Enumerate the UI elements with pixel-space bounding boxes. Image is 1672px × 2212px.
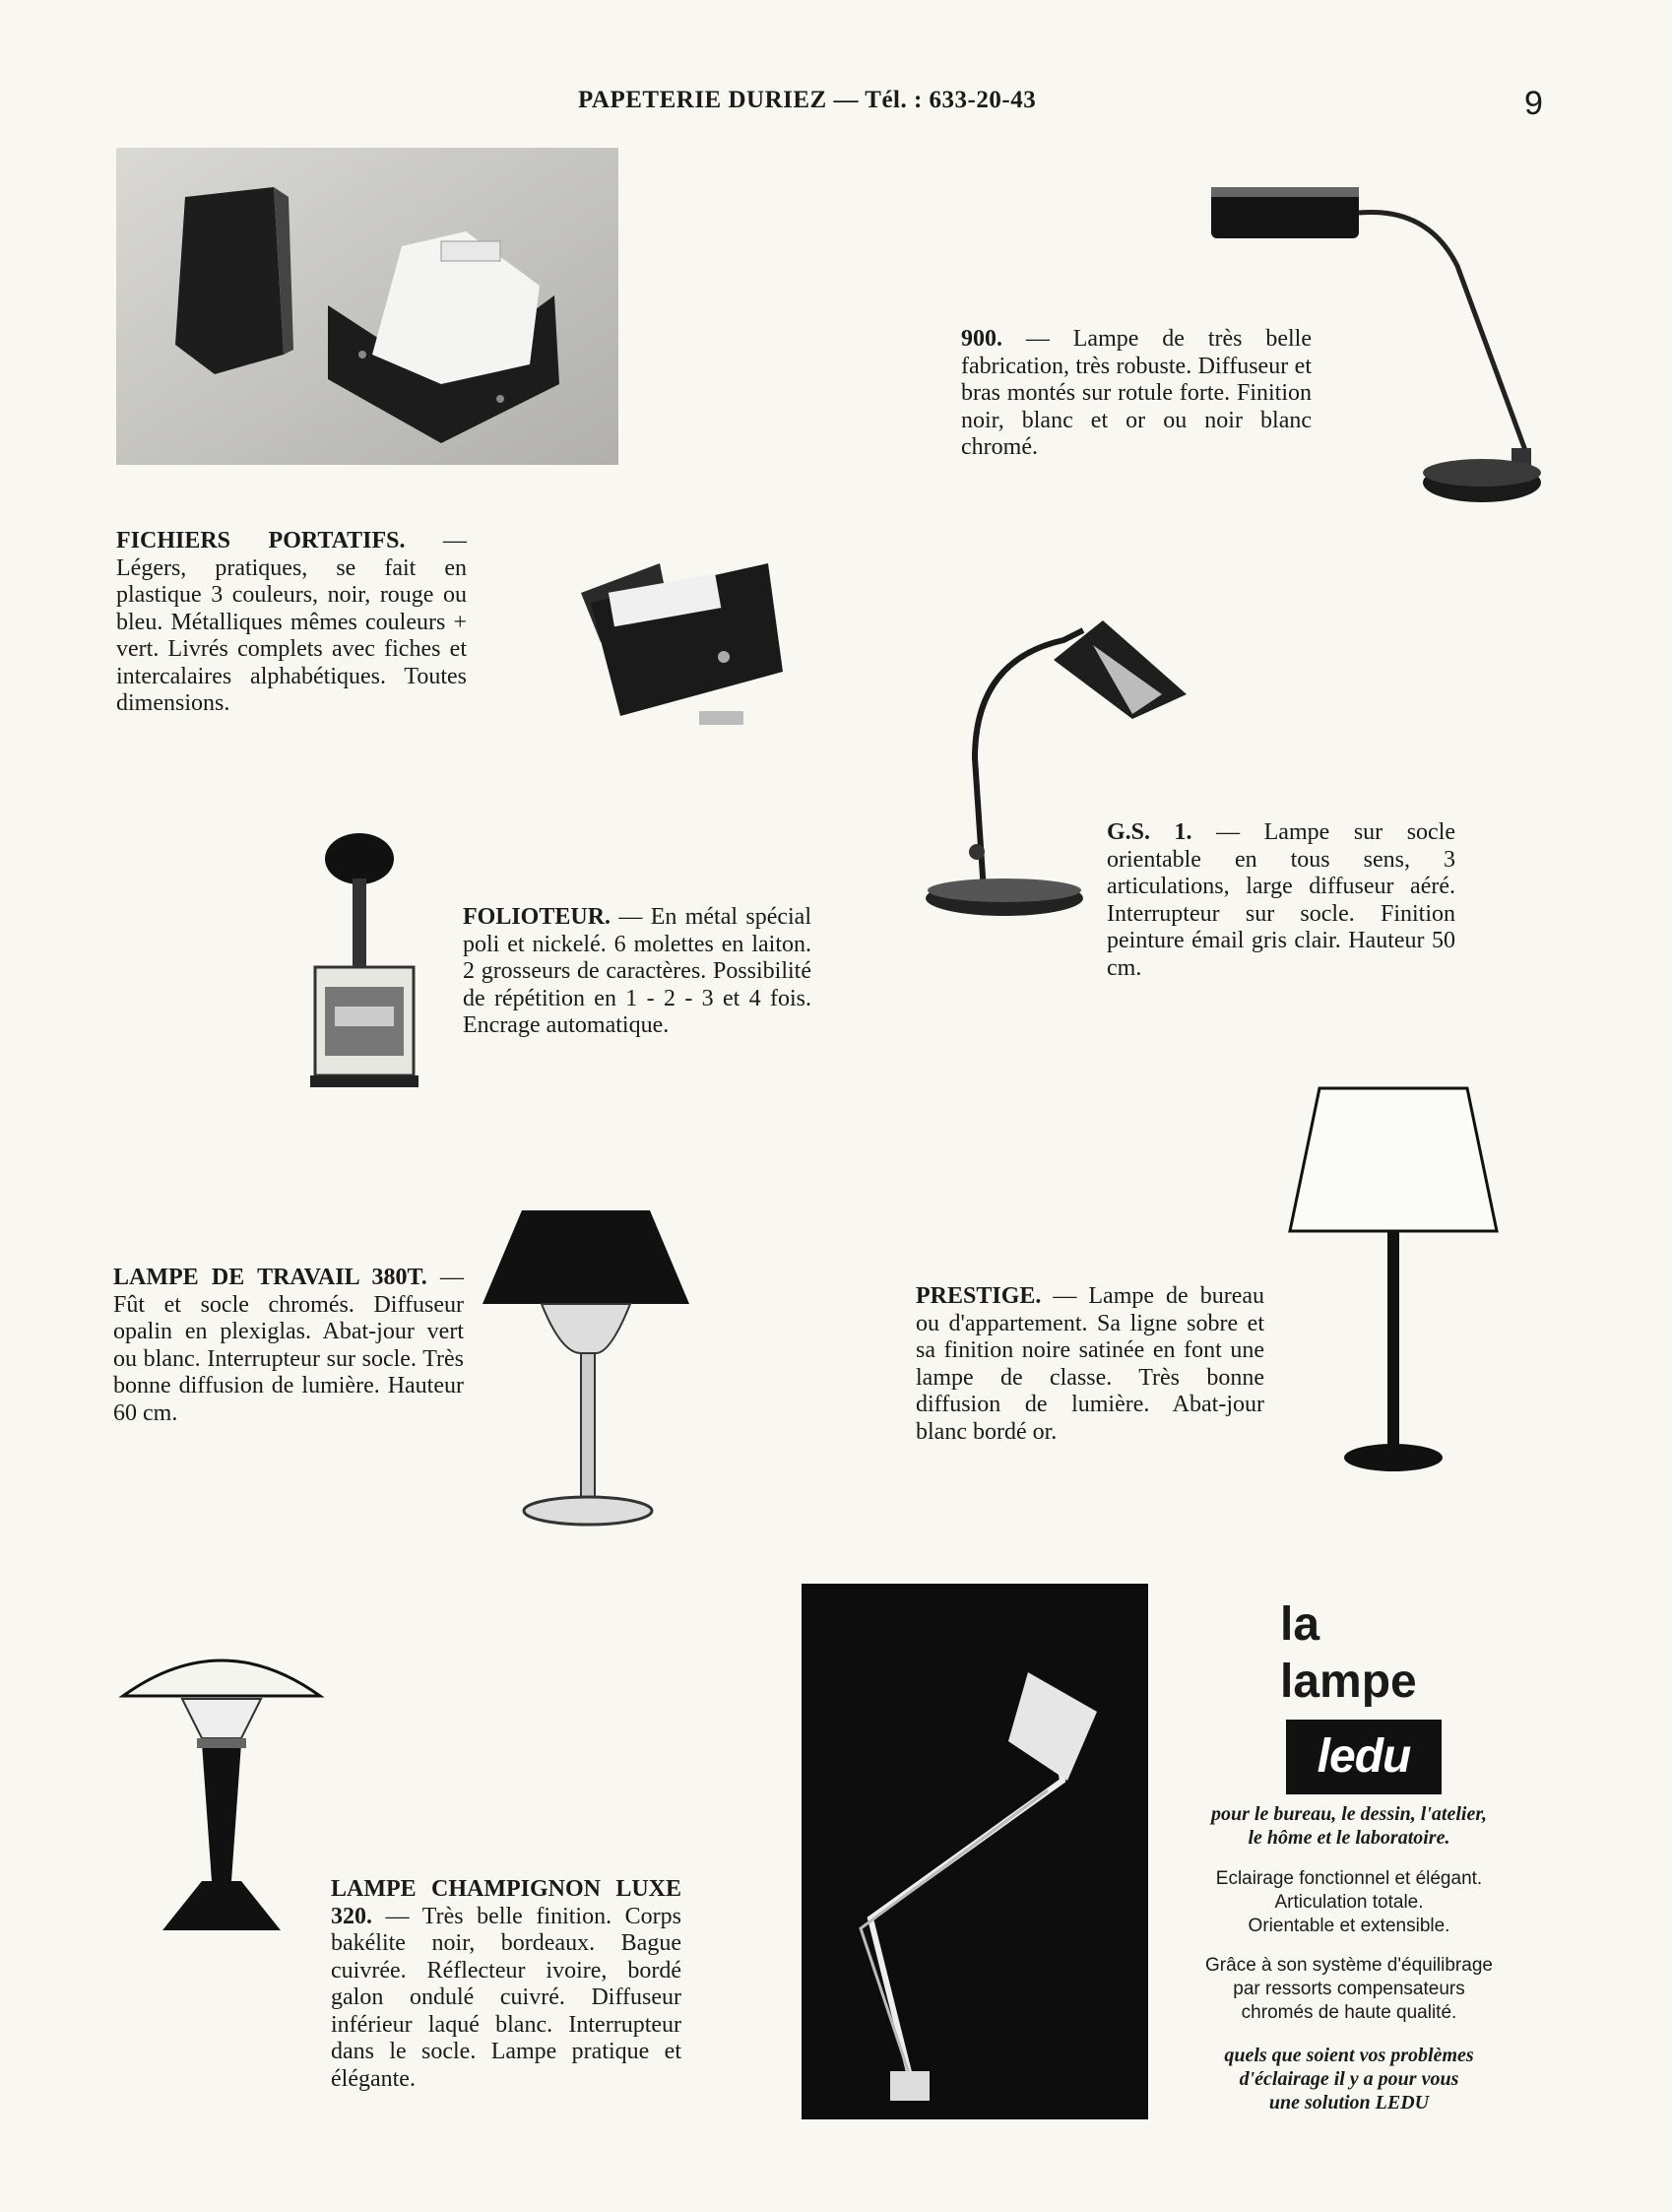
ledu-logo: ledu	[1286, 1720, 1442, 1794]
ad-system-2: par ressorts compensateurs	[1233, 1979, 1465, 1999]
portable-files-photo	[116, 148, 618, 465]
ad-system-1: Grâce à son système d'équilibrage	[1205, 1955, 1493, 1976]
ad-title-la: la	[1280, 1598, 1320, 1651]
ad-closing-1: quels que soient vos problèmes	[1224, 2045, 1474, 2066]
gs1-name: G.S. 1.	[1107, 819, 1192, 845]
champignon-text: — Très belle finition. Corps bakélite noir, bordeaux. Bague cuivrée. Réflecteur ivoire, bordé galon ondulé cuivré. Diffuseur inférieur laqué blanc. Interrupteur dans le socle. Lampe pratique et élégante.	[331, 1903, 682, 2092]
ad-closing-3: une solution LEDU	[1268, 2092, 1430, 2114]
prestige-text: — Lampe de bureau ou d'appartement. Sa ligne sobre et sa finition noire satinée en font une lampe de classe. Très bonne diffusion de lumière. Abat-jour blanc bordé or.	[916, 1283, 1264, 1445]
fichiers-text: — Légers, pratiques, se fait en plastique 3 couleurs, noir, rouge ou bleu. Métalliques mêmes couleurs + vert. Livrés complets avec fiches et intercalaires alphabétiques. Toutes dimensions.	[116, 528, 467, 716]
champignon-description	[331, 1876, 681, 2093]
champignon-name: LAMPE CHAMPIGNON LUXE 320.	[331, 1876, 681, 1929]
lamp-900-description	[961, 326, 1312, 462]
ad-feature-1: Eclairage fonctionnel et élégant.	[1215, 1868, 1483, 1889]
folioteur-name: FOLIOTEUR.	[463, 904, 611, 930]
lampe-travail-description	[113, 1265, 464, 1427]
ad-tagline-2: le hôme et le laboratoire.	[1248, 1827, 1450, 1849]
folioteur-illustration	[295, 829, 463, 1095]
page-header: PAPETERIE DURIEZ — Tél. : 633-20-43	[578, 87, 1037, 113]
lampe-travail-name: LAMPE DE TRAVAIL 380T.	[113, 1265, 427, 1290]
ad-feature-3: Orientable et extensible.	[1248, 1916, 1450, 1936]
ad-system-3: chromés de haute qualité.	[1241, 2002, 1457, 2023]
gs1-text: — Lampe sur socle orientable en tous sens, 3 articulations, large diffuseur aéré. Interrupteur sur socle. Finition peinture émail gris clair. Hauteur 50 cm.	[1107, 819, 1456, 981]
folioteur-text: — En métal spécial poli et nickelé. 6 molettes en laiton. 2 grosseurs de caractères. Possibilité de répétition en 1 - 2 - 3 et 4 fois. Encrage automatique.	[463, 904, 811, 1038]
lampe-travail-illustration	[482, 1205, 699, 1530]
ledu-lamp-photo	[802, 1584, 1148, 2119]
ad-feature-2: Articulation totale.	[1274, 1892, 1424, 1913]
lamp-900-name: 900.	[961, 326, 1002, 352]
champignon-lamp-illustration	[113, 1645, 330, 1950]
ad-title-lampe: lampe	[1280, 1656, 1417, 1708]
ad-closing-2: d'éclairage il y a pour vous	[1239, 2068, 1459, 2090]
lampe-travail-text: — Fût et socle chromés. Diffuseur opalin en plexiglas. Abat-jour vert ou blanc. Interrupteur sur socle. Très bonne diffusion de lumière. Hauteur 60 cm.	[113, 1265, 465, 1426]
fichiers-description	[116, 528, 467, 718]
prestige-lamp-illustration	[1280, 1083, 1507, 1477]
fichiers-name: FICHIERS PORTATIFS.	[116, 528, 406, 553]
gs1-description	[1107, 819, 1455, 982]
ad-tagline-1: pour le bureau, le dessin, l'atelier,	[1210, 1803, 1488, 1825]
lamp-900-text: — Lampe de très belle fabrication, très robuste. Diffuseur et bras montés sur rotule forte. Finition noir, blanc et or ou noir blanc chromé.	[961, 326, 1313, 460]
folioteur-description	[463, 904, 811, 1040]
file-case-photo	[561, 544, 798, 741]
prestige-description	[916, 1283, 1264, 1446]
prestige-name: PRESTIGE.	[916, 1283, 1042, 1309]
page-number: 9	[1524, 85, 1543, 122]
